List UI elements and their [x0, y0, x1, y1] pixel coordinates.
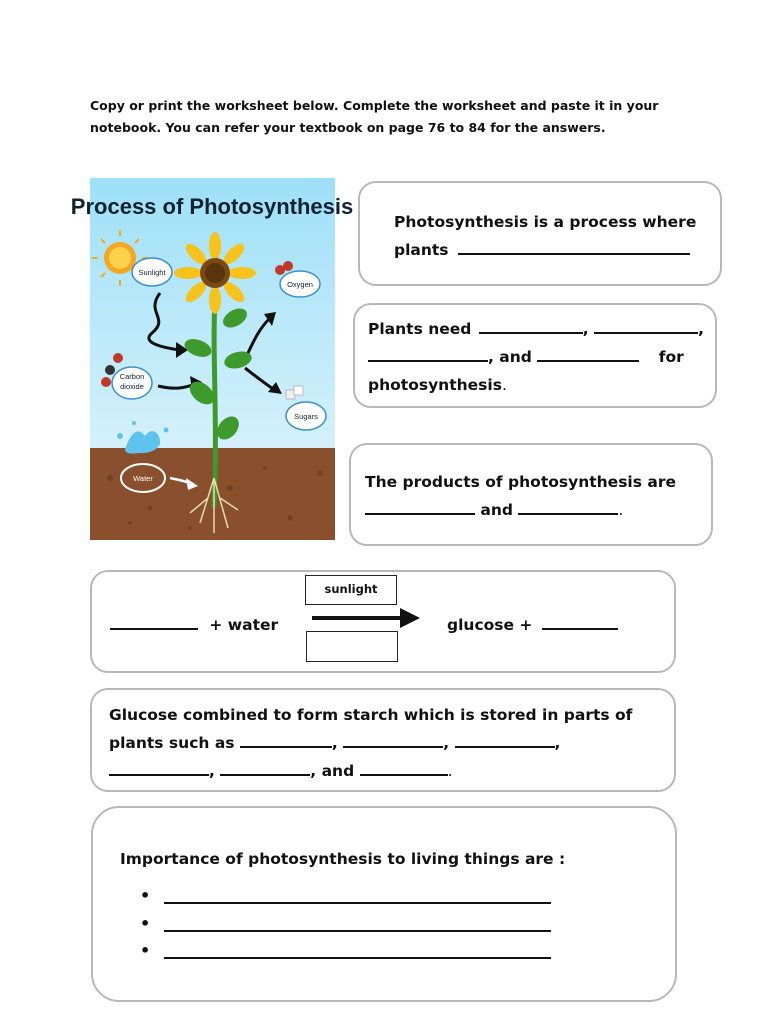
period: .	[618, 501, 624, 519]
bullet: •	[140, 941, 151, 960]
comma: ,	[582, 320, 589, 338]
q2-line-2	[368, 343, 684, 371]
q5-and: and	[321, 762, 355, 780]
poster-illustration	[70, 178, 354, 540]
q1-plants-text: plants	[394, 241, 449, 259]
sunlight-label: sunlight	[324, 582, 378, 596]
answer-blank[interactable]	[109, 760, 209, 776]
q2-for: for	[658, 348, 684, 366]
q1-line-2	[394, 236, 690, 264]
q5-plants-such-as: plants such as	[109, 734, 235, 752]
answer-blank[interactable]	[594, 318, 698, 334]
comma: ,	[209, 762, 215, 780]
comma: ,	[443, 734, 450, 752]
plus-water: + water	[209, 616, 279, 634]
answer-blank[interactable]	[343, 732, 443, 748]
equation-right	[447, 611, 618, 639]
answer-blank[interactable]	[455, 732, 555, 748]
answer-blank[interactable]	[220, 760, 310, 776]
answer-blank[interactable]	[110, 614, 198, 630]
answer-blank[interactable]	[365, 499, 475, 515]
q5-line-3	[109, 757, 453, 785]
catalyst-answer-box[interactable]	[306, 631, 398, 662]
instructions-line-1: Copy or print the worksheet below. Complete the worksheet and paste it in your	[90, 98, 659, 113]
comma: ,	[698, 320, 704, 338]
answer-blank[interactable]	[360, 760, 448, 776]
q3-and: and	[480, 501, 513, 519]
q5-line-1: Glucose combined to form starch which is stored in parts of	[109, 706, 633, 724]
label-carbon: Carbon	[119, 372, 145, 381]
instructions	[90, 95, 690, 139]
label-oxygen: Oxygen	[287, 280, 313, 289]
q2-and: and	[499, 348, 532, 366]
comma: ,	[488, 348, 494, 366]
answer-blank[interactable]	[458, 239, 690, 255]
answer-blank[interactable]	[479, 318, 583, 334]
label-sunlight: Sunlight	[138, 268, 166, 277]
instructions-line-2: notebook. You can refer your textbook on page 76 to 84 for the answers.	[90, 120, 606, 135]
glucose-plus: glucose +	[447, 616, 533, 634]
poster-title: Process of Photosynthesis	[70, 194, 354, 219]
q2-line-1	[368, 315, 704, 343]
q2-photosynthesis: photosynthesis	[368, 376, 502, 394]
comma: ,	[331, 734, 338, 752]
q6-title: Importance of photosynthesis to living things are :	[120, 850, 566, 868]
answer-blank[interactable]	[518, 499, 618, 515]
answer-blank[interactable]	[240, 732, 332, 748]
bullet: •	[140, 914, 151, 933]
q5-line-2	[109, 729, 560, 757]
sunlight-label-box	[305, 575, 397, 605]
question-importance-box	[91, 806, 677, 1002]
answer-blank[interactable]	[537, 346, 639, 362]
answer-blank[interactable]	[542, 614, 618, 630]
answer-line[interactable]	[164, 902, 551, 904]
q2-plants-need: Plants need	[368, 320, 472, 338]
comma: ,	[554, 734, 561, 752]
label-dioxide: dioxide	[120, 382, 144, 391]
period: .	[501, 376, 507, 394]
period: .	[447, 762, 453, 780]
answer-line[interactable]	[164, 957, 551, 959]
equation-left	[110, 611, 278, 639]
comma: ,	[310, 762, 317, 780]
q3-line-2	[365, 496, 623, 524]
q1-line-1: Photosynthesis is a process where	[394, 213, 697, 231]
bullet: •	[140, 886, 151, 905]
q3-line-1: The products of photosynthesis are	[365, 473, 676, 491]
answer-line[interactable]	[164, 930, 551, 932]
label-water: Water	[133, 474, 153, 483]
label-sugars: Sugars	[294, 412, 318, 421]
q2-line-3	[368, 371, 507, 399]
reaction-arrow-icon	[312, 607, 422, 629]
photosynthesis-poster	[70, 178, 354, 540]
answer-blank[interactable]	[368, 346, 488, 362]
